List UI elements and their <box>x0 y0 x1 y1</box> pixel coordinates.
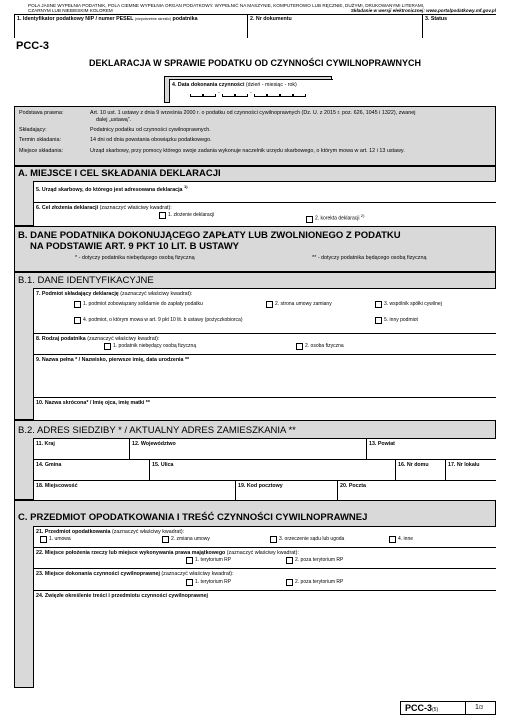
transaction-description-field[interactable]: 24. Zwięzłe określenie treści i przedmiotu czynności cywilnoprawnej <box>33 590 496 688</box>
footer-code-box <box>400 701 496 715</box>
date-field-container <box>164 76 332 103</box>
checkbox-icon[interactable] <box>266 301 273 308</box>
section-a <box>14 166 496 226</box>
option-outside-poland[interactable]: 2. poza terytorium RP <box>286 557 343 564</box>
fill-instructions: POLA JASNE WYPEŁNIA PODATNIK, POLA CIEMNE WYPEŁNIA ORGAN PODATKOWY. WYPEŁNIĆ NA MASZYNIE, KOMPUTEROWO LUB RĘCZNIE, DUŻYMI, DRUKOWANYMI LITERAMI, CZARNYM LUB NIEBIESKIM KOLOREM <box>28 3 425 14</box>
short-name-field[interactable]: 10. Nazwa skrócona* / Imię ojca, imię matki ** <box>33 397 496 420</box>
option-poland-territory[interactable]: 1. terytorium RP <box>186 579 231 586</box>
option-borrower[interactable]: 4. podmiot, o którym mowa w art. 9 pkt 10 lit. b ustawy (pożyczkobiorca) <box>74 317 243 324</box>
form-title: DEKLARACJA W SPRAWIE PODATKU OD CZYNNOŚCI CYWILNOPRAWNYCH <box>88 58 421 68</box>
option-contract-change[interactable]: 2. zmiana umowy <box>162 536 210 543</box>
checkbox-icon[interactable] <box>104 343 111 350</box>
option-submit-declaration[interactable]: 1. złożenie deklaracji <box>159 212 214 219</box>
form-code: PCC-3 <box>16 40 50 52</box>
checkbox-icon[interactable] <box>286 579 293 586</box>
checkbox-icon[interactable] <box>40 536 47 543</box>
checkbox-icon[interactable] <box>74 301 81 308</box>
submitting-entity-field: 7. Podmiot składający deklarację (zaznaczyć właściwy kwadrat): 1. podmiot zobowiązany solidarnie do zapłaty podatku 2. strona umowy zamiany 3. wspólnik spółki cywilnej 4. podmiot, o którym mowa w art. 9 pkt 10 lit. b ustawy (pożyczkobiorca) 5. inny podmiot <box>33 288 496 333</box>
checkbox-icon[interactable] <box>162 536 169 543</box>
checkbox-icon[interactable] <box>375 317 382 324</box>
checkbox-icon[interactable] <box>74 317 81 324</box>
option-non-natural-person[interactable]: 1. podatnik niebędący osobą fizyczną <box>104 343 196 350</box>
section-a-title: A. MIEJSCE I CEL SKŁADANIA DEKLARACJI <box>18 168 221 179</box>
country-field[interactable]: 11. Kraj <box>33 438 129 459</box>
section-b1 <box>14 272 496 420</box>
option-other-entity[interactable]: 5. inny podmiot <box>375 317 418 324</box>
tax-subject-field: 21. Przedmiot opodatkowania (zaznaczyć właściwy kwadrat): 1. umowa 2. zmiana umowy 3. orzeczenie sądu lub ugoda 4. inne <box>33 526 496 547</box>
declaration-purpose-field: 6. Cel złożenia deklaracji (zaznaczyć właściwy kwadrat): 1. złożenie deklaracji 2. korekta deklaracji $^{2)}$ <box>33 202 496 226</box>
note-non-natural-person: * - dotyczy podatnika niebędącego osobą fizyczną <box>75 255 195 261</box>
page-number: 1/3 <box>475 704 484 711</box>
checkbox-icon[interactable] <box>159 212 166 219</box>
municipality-field[interactable]: 14. Gmina <box>33 459 149 480</box>
city-field[interactable]: 18. Miejscowość <box>33 480 235 500</box>
nip-pesel-field[interactable]: 1. Identyfikator podatkowy NIP / numer PESEL (niepotrzebne skreślić) podatnika <box>15 15 247 38</box>
option-poland-territory[interactable]: 1. terytorium RP <box>186 557 231 564</box>
option-exchange-party[interactable]: 2. strona umowy zamiany <box>266 301 332 308</box>
checkbox-icon[interactable] <box>296 343 303 350</box>
section-c-title: C. PRZEDMIOT OPODATKOWANIA I TREŚĆ CZYNNOŚCI CYWILNOPRAWNEJ <box>18 512 368 523</box>
option-outside-poland[interactable]: 2. poza terytorium RP <box>286 579 343 586</box>
section-b-title: B. DANE PODATNIKA DOKONUJĄCEGO ZAPŁATY LUB ZWOLNIONEGO Z PODATKU NA PODSTAWIE ART. 9 PKT 10 LIT. B USTAWY <box>18 230 401 252</box>
section-b2-title: B.2. ADRES SIEDZIBY * / AKTUALNY ADRES ZAMIESZKANIA ** <box>18 425 296 436</box>
taxpayer-type-field: 8. Rodzaj podatnika (zaznaczyć właściwy kwadrat): 1. podatnik niebędący osobą fizyczną 2. osoba fizyczna <box>33 333 496 354</box>
checkbox-icon[interactable] <box>389 536 396 543</box>
postal-code-field[interactable]: 19. Kod pocztowy <box>235 480 337 500</box>
checkbox-icon[interactable] <box>306 216 313 223</box>
section-b1-title: B.1. DANE IDENTYFIKACYJNE <box>18 275 154 286</box>
note-natural-person: ** - dotyczy podatnika będącego osobą fizyczną <box>312 255 427 261</box>
checkbox-icon[interactable] <box>286 557 293 564</box>
post-office-field[interactable]: 20. Poczta <box>337 480 496 500</box>
option-natural-person[interactable]: 2. osoba fizyczna <box>296 343 344 350</box>
option-partnership-member[interactable]: 3. wspólnik spółki cywilnej <box>375 301 442 308</box>
option-jointly-liable[interactable]: 1. podmiot zobowiązany solidarnie do zapłaty podatku <box>74 301 203 308</box>
county-field[interactable]: 13. Powiat <box>366 438 496 459</box>
house-number-field[interactable]: 16. Nr domu <box>395 459 445 480</box>
footer-form-code: PCC-3(5) <box>405 703 439 713</box>
checkbox-icon[interactable] <box>186 557 193 564</box>
section-c <box>14 500 496 688</box>
transaction-date-field[interactable]: 4. Data dokonania czynności (dzień - miesiąc - rok) - - <box>169 79 333 103</box>
option-other[interactable]: 4. inne <box>389 536 413 543</box>
checkbox-icon[interactable] <box>186 579 193 586</box>
checkbox-icon[interactable] <box>270 536 277 543</box>
tax-office-field[interactable]: 5. Urząd skarbowy, do którego jest adresowana deklaracja $^{1)}$ <box>33 181 496 202</box>
checkbox-icon[interactable] <box>375 301 382 308</box>
voivodeship-field[interactable]: 12. Województwo <box>129 438 366 459</box>
legal-info: Podstawa prawna: Art. 10 ust. 1 ustawy z dnia 9 września 2000 r. o podatku od czynności cywilnoprawnych (Dz. U. z 2015 r. poz. 626, 1045 i 1322), zwanej dalej „ustawą”. Składający: Podatnicy podatku od czynności cywilnoprawnych. Termin składania: 14 dni od dnia powstania obowiązku podatkowego. Miejsce składania: Urząd skarbowy, przy pomocy którego swoje zadania wykonuje naczelnik urzędu skarbowego, o którym mowa w art. 12 i 13 ustawy. <box>14 106 496 166</box>
status-field: 3. Status <box>422 15 497 38</box>
full-name-field[interactable]: 9. Nazwa pełna * / Nazwisko, pierwsze imię, data urodzenia ** <box>33 354 496 397</box>
apartment-number-field[interactable]: 17. Nr lokalu <box>445 459 496 480</box>
section-b2 <box>14 420 496 500</box>
property-location-field: 22. Miejsce położenia rzeczy lub miejsce wykonywania prawa majątkowego (zaznaczyć właściwy kwadrat): 1. terytorium RP 2. poza terytorium RP <box>33 547 496 568</box>
document-number-field: 2. Nr dokumentu <box>247 15 422 38</box>
section-b <box>14 226 496 272</box>
electronic-filing-note: Składanie w wersji elektronicznej: www.portalpodatkowy.mf.gov.pl <box>350 8 496 13</box>
option-correction[interactable]: 2. korekta deklaracji $^{2)}$ <box>306 212 364 223</box>
option-court-ruling[interactable]: 3. orzeczenie sądu lub ugoda <box>270 536 344 543</box>
transaction-place-field: 23. Miejsce dokonania czynności cywilnoprawnej (zaznaczyć właściwy kwadrat): 1. terytorium RP 2. poza terytorium RP <box>33 568 496 590</box>
option-contract[interactable]: 1. umowa <box>40 536 71 543</box>
street-field[interactable]: 15. Ulica <box>149 459 395 480</box>
header-fields <box>14 14 496 38</box>
